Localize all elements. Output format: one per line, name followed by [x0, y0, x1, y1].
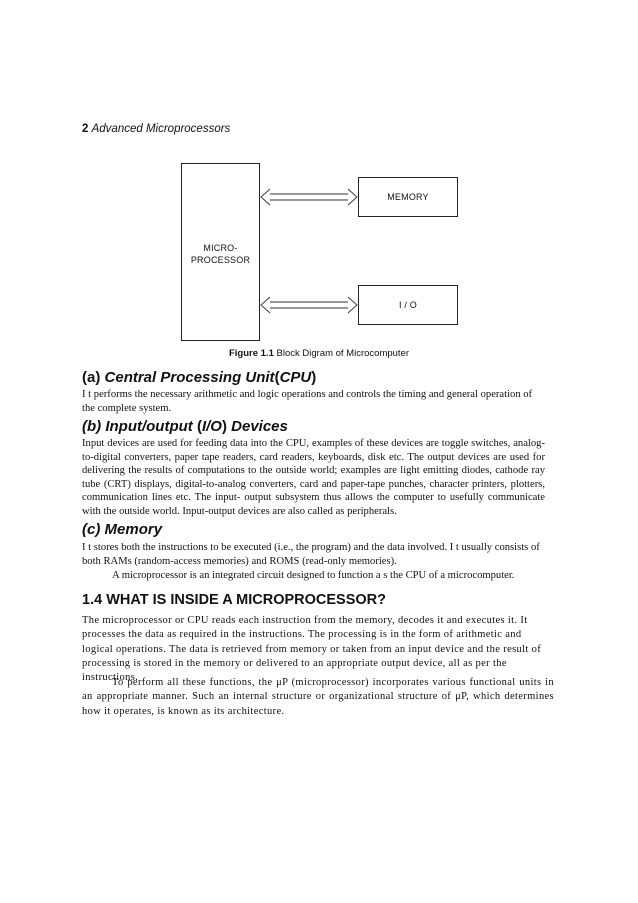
section-1-4-para1: The microprocessor or CPU reads each instruction from the memory, decodes it and executes it. It processes the data as required in the instructions. The processing is in the form of arithmetic and logical operations. The data is retrieved from memory or taken from an input device and the result of processing is stored in the memory or delivered to an appropriate output device, all as per the instructions. — [82, 615, 542, 684]
section-a-paren-open: ( — [274, 369, 280, 386]
section-b-heading — [82, 418, 288, 435]
figure-number: Figure 1.1 — [228, 348, 274, 359]
section-c-body: I t stores both the instructions to be executed (i.e., the program) and the data involved. I t usually consists of both RAMs (random-access memories) and ROMS (read-only memories). — [82, 542, 540, 567]
section-c-title: Memory — [104, 521, 163, 538]
section-c-body2: A microprocessor is an integrated circuit designed to function a s the CPU of a microcomputer. — [112, 570, 515, 581]
microprocessor-label-line1: MICRO- — [203, 243, 238, 253]
section-b-body: Input devices are used for feeding data into the CPU, examples of these devices are toggle switches, analog-to-digital converters, paper tape readers, card readers, keyboards, disk etc. The output devices are used for delivering the results of computations to the outside world; examples are light emitting diodes, cathode ray tube (CRT) displays, digital-to-analog converters, card and paper-tape punches, character printers, plotters, communication lines etc. The input- output subsystem thus allows the computer to usefully communicate with the outside world. Input-output devices are also called as peripherals. — [82, 438, 545, 517]
section-b-paren-close: ) — [221, 418, 227, 435]
book-title: Advanced Microprocessors — [91, 123, 231, 135]
memory-label: MEMORY — [387, 192, 429, 202]
section-a-prefix: (a) — [82, 369, 101, 386]
section-1-4-heading — [82, 592, 386, 608]
section-1-4-title: WHAT IS INSIDE A MICROPROCESSOR? — [106, 592, 387, 608]
section-b-suffix: Devices — [231, 418, 288, 435]
microprocessor-label-line2: PROCESSOR — [190, 255, 251, 265]
io-block — [358, 285, 458, 325]
section-a-title: Central Processing Unit — [104, 369, 275, 386]
section-b-paren-open: ( — [196, 418, 202, 435]
io-label: I / O — [398, 300, 417, 310]
figure-caption — [0, 348, 638, 359]
section-a-body: I t performs the necessary arithmetic and logic operations and controls the timing and general operation of the complete system. — [82, 389, 533, 414]
memory-block — [358, 177, 458, 217]
cpu-memory-double-arrow — [261, 189, 357, 205]
microprocessor-block — [181, 163, 260, 341]
section-b-prefix: (b) — [82, 418, 102, 435]
figure-caption-text: Block Digram of Microcomputer — [276, 348, 410, 359]
section-b-abbr: I/O — [201, 418, 222, 435]
section-1-4-para2: To perform all these functions, the μP (microprocessor) incorporates various functional units in an appropriate manner. Such an internal structure or organizational structure of μP, which determines how it operates, is known as its architecture. — [82, 677, 554, 717]
section-a-heading — [82, 369, 316, 386]
cpu-io-double-arrow — [261, 297, 357, 313]
section-a-paren-close: ) — [311, 369, 317, 386]
section-c-prefix: (c) — [82, 521, 101, 538]
section-c-heading — [82, 521, 162, 538]
section-a-abbr: CPU — [279, 369, 312, 386]
microprocessor-label — [182, 242, 259, 266]
running-head — [82, 123, 230, 135]
section-1-4-number: 1.4 — [82, 592, 103, 608]
page-number: 2 — [82, 123, 89, 135]
section-b-title: Input/output — [105, 418, 193, 435]
